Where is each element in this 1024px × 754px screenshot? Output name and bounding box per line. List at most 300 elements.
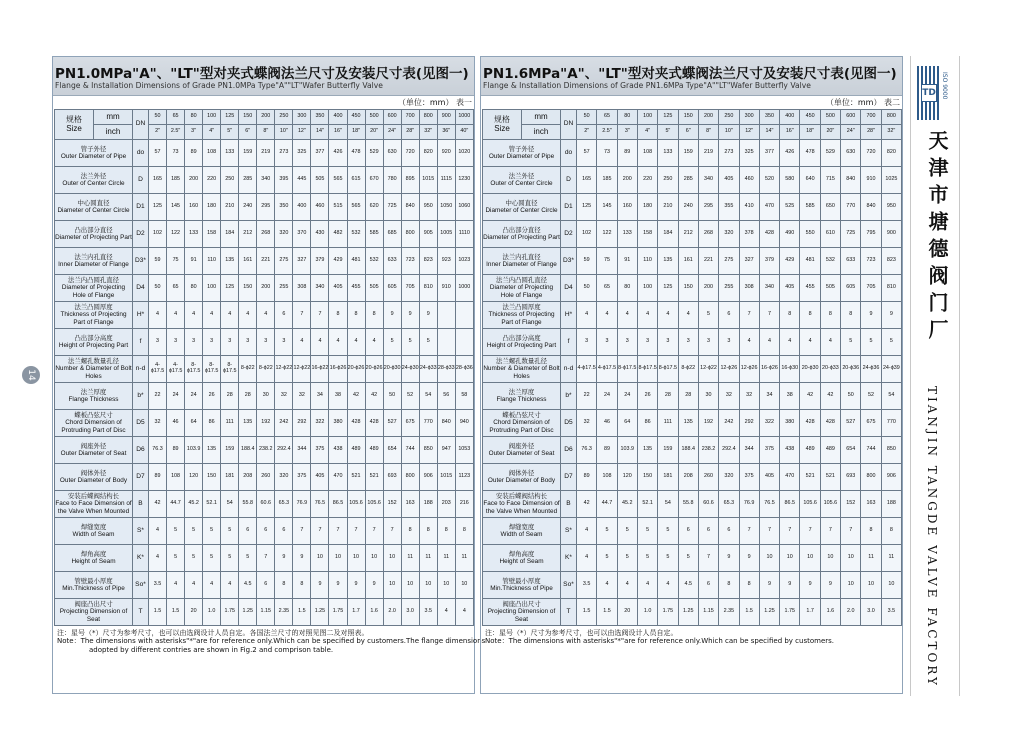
row-symbol-cell: D6 — [133, 437, 149, 464]
value-cell: 3.0 — [401, 599, 419, 626]
row-label-cell — [483, 437, 561, 464]
value-cell: 675 — [401, 410, 419, 437]
value-cell: 28 — [239, 383, 257, 410]
value-cell: 108 — [597, 464, 617, 491]
note-line: adopted by different contries are shown in Fig.2 and comprison table. — [89, 645, 334, 654]
value-cell: 460 — [739, 167, 759, 194]
inch-size-cell: 24" — [841, 125, 861, 140]
value-cell: 520 — [759, 167, 779, 194]
value-cell: 102 — [577, 221, 597, 248]
value-cell: 900 — [881, 221, 901, 248]
mm-size-cell: 200 — [698, 110, 718, 125]
value-cell: 8-ϕ17.5 — [221, 356, 239, 383]
value-cell: 16-ϕ26 — [329, 356, 347, 383]
value-cell: 7 — [820, 518, 840, 545]
value-cell: 6 — [719, 518, 739, 545]
value-cell: 4 — [185, 572, 203, 599]
value-cell: 135 — [678, 410, 698, 437]
value-cell: 75 — [167, 248, 185, 275]
value-cell: 430 — [311, 221, 329, 248]
value-cell: 46 — [167, 410, 185, 437]
value-cell: 292.4 — [275, 437, 293, 464]
value-cell: 940 — [455, 410, 473, 437]
value-cell: 3 — [167, 329, 185, 356]
value-cell: 4 — [597, 572, 617, 599]
value-cell: 478 — [347, 140, 365, 167]
value-cell: 585 — [800, 194, 820, 221]
value-cell: 428 — [347, 410, 365, 437]
value-cell: 370 — [293, 221, 311, 248]
value-cell: 158 — [637, 221, 657, 248]
value-cell: 24 — [617, 383, 637, 410]
value-cell: 150 — [239, 275, 257, 302]
size-header-cell — [483, 110, 522, 140]
value-cell: 823 — [419, 248, 437, 275]
value-cell: 212 — [678, 221, 698, 248]
value-cell: 159 — [221, 437, 239, 464]
value-cell: 34 — [759, 383, 779, 410]
value-cell: 125 — [577, 194, 597, 221]
value-cell: 428 — [820, 410, 840, 437]
row-label-cn: 阀体外径 — [508, 468, 535, 477]
value-cell: 1025 — [881, 167, 901, 194]
value-cell: 4 — [221, 302, 239, 329]
value-cell: 28 — [221, 383, 239, 410]
value-cell: 720 — [861, 140, 881, 167]
row-label-cn: 凸出部分直径 — [502, 225, 541, 234]
value-cell: 1.5 — [597, 599, 617, 626]
value-cell: 7 — [841, 518, 861, 545]
value-cell: 3 — [577, 329, 597, 356]
value-cell: 30 — [698, 383, 718, 410]
value-cell: 28-ϕ33 — [437, 356, 455, 383]
value-cell: 8 — [401, 518, 419, 545]
value-cell: 505 — [365, 275, 383, 302]
value-cell — [455, 329, 473, 356]
table-row — [483, 302, 902, 329]
table-two-title-en: Flange & Installation Dimensions of Grade PN1.6MPa Type"A""LT"Wafer Butterfly Valve — [483, 81, 811, 90]
company-name-en: TIANJIN TANGDE VALVE FACTORY — [925, 386, 939, 688]
value-cell: 160 — [617, 194, 637, 221]
row-label-cell — [55, 275, 133, 302]
value-cell: 34 — [311, 383, 329, 410]
mm-size-cell: 900 — [437, 110, 455, 125]
value-cell: 89 — [149, 464, 167, 491]
value-cell: 654 — [841, 437, 861, 464]
value-cell: 102 — [149, 221, 167, 248]
value-cell: 654 — [383, 437, 401, 464]
value-cell: 1115 — [437, 167, 455, 194]
value-cell: 212 — [239, 221, 257, 248]
value-cell: 4 — [820, 329, 840, 356]
value-cell: 3 — [239, 329, 257, 356]
mm-size-cell: 500 — [365, 110, 383, 125]
value-cell: 8 — [739, 572, 759, 599]
value-cell: 529 — [820, 140, 840, 167]
value-cell: 650 — [820, 194, 840, 221]
value-cell: 42 — [577, 491, 597, 518]
value-cell: 377 — [311, 140, 329, 167]
value-cell: 89 — [167, 437, 185, 464]
value-cell: 7 — [311, 302, 329, 329]
value-cell: 105.6 — [365, 491, 383, 518]
value-cell: 4 — [293, 329, 311, 356]
row-symbol-cell: B — [133, 491, 149, 518]
row-label-cell — [483, 221, 561, 248]
value-cell: 16-ϕ26 — [759, 356, 779, 383]
value-cell: 8 — [820, 302, 840, 329]
mm-size-cell: 400 — [780, 110, 800, 125]
value-cell: 840 — [841, 167, 861, 194]
value-cell: 470 — [759, 194, 779, 221]
row-label-cell — [483, 599, 561, 626]
iso-label: ISO 9000 — [941, 72, 948, 100]
value-cell: 10 — [383, 572, 401, 599]
value-cell: 55.8 — [678, 491, 698, 518]
value-cell: 20 — [185, 599, 203, 626]
value-cell: 11 — [401, 545, 419, 572]
table-row — [483, 329, 902, 356]
value-cell: 4 — [311, 329, 329, 356]
value-cell: 52 — [401, 383, 419, 410]
value-cell: 5 — [167, 545, 185, 572]
value-cell: 10 — [347, 545, 365, 572]
value-cell: 221 — [698, 248, 718, 275]
mm-unit-cell: mm — [522, 110, 561, 125]
value-cell: 527 — [383, 410, 401, 437]
value-cell: 620 — [365, 194, 383, 221]
mm-size-cell: 450 — [347, 110, 365, 125]
row-label-cn: 法兰凸圆厚度 — [502, 303, 541, 312]
header-row-mm — [55, 110, 474, 125]
inch-size-cell: 24" — [383, 125, 401, 140]
value-cell: 20-ϕ36 — [841, 356, 861, 383]
value-cell: 1.7 — [347, 599, 365, 626]
value-cell: 5 — [637, 518, 657, 545]
value-cell: 850 — [419, 437, 437, 464]
mm-size-cell: 350 — [759, 110, 779, 125]
value-cell: 4 — [800, 329, 820, 356]
value-cell: 10 — [780, 545, 800, 572]
inch-size-cell: 32" — [419, 125, 437, 140]
value-cell: 1230 — [455, 167, 473, 194]
value-cell: 340 — [698, 167, 718, 194]
value-cell: 7 — [759, 518, 779, 545]
value-cell: 133 — [221, 140, 239, 167]
value-cell: 1.0 — [637, 599, 657, 626]
value-cell: 54 — [221, 491, 239, 518]
value-cell: 4 — [329, 329, 347, 356]
value-cell: 5 — [597, 518, 617, 545]
value-cell: 8-ϕ22 — [239, 356, 257, 383]
inch-unit-cell: inch — [522, 125, 561, 140]
value-cell: 108 — [167, 464, 185, 491]
value-cell: 820 — [419, 140, 437, 167]
value-cell: 429 — [780, 248, 800, 275]
value-cell: 7 — [739, 518, 759, 545]
value-cell: 11 — [437, 545, 455, 572]
inch-size-cell: 32" — [881, 125, 901, 140]
value-cell: 180 — [203, 194, 221, 221]
table-one-title-en: Flange & Installation Dimensions of Grade PN1.0MPa Type"A""LT"Wafer Butterfly Valve — [55, 81, 383, 90]
value-cell: 240 — [239, 194, 257, 221]
value-cell: 489 — [800, 437, 820, 464]
table-two — [482, 109, 902, 626]
row-label-en: Flange Thickness — [68, 396, 119, 403]
inch-size-cell: 28" — [401, 125, 419, 140]
value-cell: 4 — [577, 518, 597, 545]
value-cell: 3 — [221, 329, 239, 356]
value-cell: 219 — [257, 140, 275, 167]
value-cell: 605 — [841, 275, 861, 302]
brand-strip — [910, 56, 960, 696]
value-cell: 240 — [678, 194, 698, 221]
value-cell: 565 — [347, 194, 365, 221]
mm-size-cell: 600 — [383, 110, 401, 125]
value-cell: 255 — [719, 275, 739, 302]
value-cell: 86 — [203, 410, 221, 437]
value-cell: 133 — [658, 140, 678, 167]
value-cell: 8-ϕ22 — [257, 356, 275, 383]
value-cell: 405 — [719, 167, 739, 194]
row-label-en: Diameter of Center Circle — [485, 207, 558, 214]
mm-size-cell: 100 — [637, 110, 657, 125]
value-cell: 377 — [759, 140, 779, 167]
value-cell: 26 — [203, 383, 221, 410]
value-cell: 273 — [719, 140, 739, 167]
value-cell: 12-ϕ22 — [293, 356, 311, 383]
value-cell: 184 — [221, 221, 239, 248]
value-cell: 1.5 — [167, 599, 185, 626]
value-cell: 438 — [780, 437, 800, 464]
inch-size-cell: 3" — [185, 125, 203, 140]
value-cell: 219 — [698, 140, 718, 167]
value-cell: 135 — [221, 248, 239, 275]
value-cell: 470 — [780, 464, 800, 491]
value-cell: 73 — [597, 140, 617, 167]
value-cell: 4 — [759, 329, 779, 356]
row-label-cell — [55, 221, 133, 248]
value-cell: 1.5 — [577, 599, 597, 626]
value-cell: 9 — [861, 302, 881, 329]
mm-size-cell: 700 — [401, 110, 419, 125]
value-cell: 715 — [820, 167, 840, 194]
value-cell: 52.1 — [203, 491, 221, 518]
value-cell: 910 — [437, 275, 455, 302]
row-label-cn: 阀座凸出尺寸 — [74, 600, 113, 609]
value-cell: 320 — [275, 221, 293, 248]
value-cell: 125 — [221, 275, 239, 302]
row-label-en: Flange Thickness — [496, 396, 547, 403]
value-cell: 110 — [637, 248, 657, 275]
value-cell: 670 — [365, 167, 383, 194]
row-symbol-cell: f — [561, 329, 577, 356]
row-symbol-cell: K* — [561, 545, 577, 572]
row-label-cell — [483, 329, 561, 356]
value-cell: 770 — [881, 410, 901, 437]
row-label-en: Number & Diameter of Bolt Holes — [483, 365, 560, 380]
table-two-unit-label: （单位：mm） 表二 — [825, 98, 900, 107]
value-cell: 50 — [149, 275, 167, 302]
value-cell: 200 — [257, 275, 275, 302]
value-cell: 725 — [841, 221, 861, 248]
value-cell: 325 — [293, 140, 311, 167]
row-symbol-cell: D1 — [561, 194, 577, 221]
value-cell: 45.2 — [185, 491, 203, 518]
row-symbol-cell: D4 — [133, 275, 149, 302]
value-cell: 242 — [275, 410, 293, 437]
row-symbol-cell: So* — [561, 572, 577, 599]
row-label-cn: 阀座凸出尺寸 — [502, 600, 541, 609]
value-cell: 7 — [759, 302, 779, 329]
row-label-cn: 凸出部分直径 — [74, 225, 113, 234]
value-cell: 723 — [401, 248, 419, 275]
value-cell: 840 — [437, 410, 455, 437]
value-cell: 122 — [597, 221, 617, 248]
value-cell: 220 — [203, 167, 221, 194]
value-cell: 1060 — [455, 194, 473, 221]
value-cell: 8-ϕ17.5 — [617, 356, 637, 383]
mm-size-cell: 300 — [293, 110, 311, 125]
value-cell: 445 — [293, 167, 311, 194]
row-label-cn: 法兰外径 — [508, 171, 535, 180]
value-cell: 65 — [167, 275, 185, 302]
value-cell: 42 — [800, 383, 820, 410]
value-cell: 255 — [275, 275, 293, 302]
value-cell: 4-ϕ17.5 — [167, 356, 185, 383]
value-cell: 5 — [203, 518, 221, 545]
value-cell: 42 — [149, 491, 167, 518]
value-cell: 320 — [719, 221, 739, 248]
value-cell: 120 — [617, 464, 637, 491]
value-cell: 6 — [698, 572, 718, 599]
value-cell: 150 — [203, 464, 221, 491]
value-cell: 6 — [257, 518, 275, 545]
value-cell: 610 — [820, 221, 840, 248]
inch-size-cell: 36" — [437, 125, 455, 140]
value-cell: 8 — [881, 518, 901, 545]
value-cell: 10 — [800, 545, 820, 572]
value-cell: 7 — [698, 545, 718, 572]
value-cell: 11 — [881, 545, 901, 572]
table-row — [483, 248, 902, 275]
value-cell: 6 — [275, 302, 293, 329]
value-cell: 630 — [383, 140, 401, 167]
value-cell: 28 — [678, 383, 698, 410]
row-label-en: Outer of Center Circle — [490, 180, 553, 187]
value-cell: 59 — [149, 248, 167, 275]
value-cell: 20-ϕ30 — [800, 356, 820, 383]
value-cell: 1.25 — [678, 599, 698, 626]
inch-size-cell: 16" — [780, 125, 800, 140]
inch-size-cell: 8" — [257, 125, 275, 140]
table-row — [55, 248, 474, 275]
inch-size-cell: 18" — [800, 125, 820, 140]
value-cell: 32 — [719, 383, 739, 410]
value-cell: 12-ϕ26 — [739, 356, 759, 383]
value-cell: 375 — [311, 437, 329, 464]
row-label-cell — [55, 437, 133, 464]
value-cell: 8 — [780, 302, 800, 329]
mm-size-cell: 200 — [257, 110, 275, 125]
row-label-cn: 阀座外径 — [80, 441, 107, 450]
value-cell: 478 — [800, 140, 820, 167]
size-label-cn: 规格 — [494, 115, 510, 125]
row-label-cell — [55, 518, 133, 545]
row-label-cn: 法兰凸圆厚度 — [74, 303, 113, 312]
value-cell: 455 — [800, 275, 820, 302]
value-cell: 693 — [841, 464, 861, 491]
row-label-en: Projecting Dimension of Seat — [59, 608, 128, 623]
table-row — [55, 599, 474, 626]
value-cell: 580 — [780, 167, 800, 194]
size-label-en: Size — [66, 123, 82, 133]
row-label-cell — [55, 410, 133, 437]
value-cell: 24-ϕ30 — [401, 356, 419, 383]
value-cell: 633 — [383, 248, 401, 275]
value-cell: 152 — [841, 491, 861, 518]
value-cell: 268 — [698, 221, 718, 248]
value-cell: 20-ϕ33 — [820, 356, 840, 383]
value-cell: 200 — [185, 167, 203, 194]
value-cell: 57 — [577, 140, 597, 167]
value-cell: 76.5 — [759, 491, 779, 518]
inch-size-cell: 10" — [275, 125, 293, 140]
value-cell: 428 — [800, 410, 820, 437]
row-symbol-cell: D1 — [133, 194, 149, 221]
value-cell: 10 — [841, 572, 861, 599]
note-line: Note：The dimensions with asterisks"*"are for reference only.Which can be specified by customers.The flange dimensions — [57, 637, 486, 646]
value-cell: 145 — [167, 194, 185, 221]
row-symbol-cell: D5 — [133, 410, 149, 437]
value-cell: 24-ϕ33 — [419, 356, 437, 383]
value-cell: 4 — [149, 518, 167, 545]
value-cell: 490 — [780, 221, 800, 248]
table-row — [55, 356, 474, 383]
row-label-en: Outer Diameter of Seat — [60, 450, 127, 457]
value-cell: 1053 — [455, 437, 473, 464]
value-cell: 52 — [861, 383, 881, 410]
value-cell: 840 — [401, 194, 419, 221]
value-cell: 42 — [820, 383, 840, 410]
table-row — [55, 140, 474, 167]
value-cell: 5 — [239, 545, 257, 572]
value-cell: 8 — [719, 572, 739, 599]
value-cell: 160 — [185, 194, 203, 221]
value-cell: 8 — [329, 302, 347, 329]
table-one-note — [53, 626, 486, 654]
row-label-en: Width of Seam — [72, 531, 115, 538]
value-cell: 4-ϕ17.5 — [577, 356, 597, 383]
value-cell: 395 — [275, 167, 293, 194]
value-cell: 10 — [365, 545, 383, 572]
value-cell: 5 — [221, 545, 239, 572]
row-symbol-cell: do — [133, 140, 149, 167]
value-cell: 1.25 — [759, 599, 779, 626]
value-cell: 73 — [167, 140, 185, 167]
mm-size-cell: 65 — [167, 110, 185, 125]
value-cell: 1.75 — [221, 599, 239, 626]
value-cell: 2.0 — [383, 599, 401, 626]
inch-size-cell: 4" — [637, 125, 657, 140]
value-cell: 1.6 — [820, 599, 840, 626]
note-line: 注：星号（*）尺寸为参考尺寸，也可以由选阀设计人员自定。各国法兰尺寸的对照见图二及对照表。 — [57, 629, 369, 637]
value-cell: 3.5 — [419, 599, 437, 626]
value-cell: 4 — [203, 302, 221, 329]
value-cell: 9 — [419, 302, 437, 329]
value-cell: 89 — [597, 437, 617, 464]
value-cell: 770 — [841, 194, 861, 221]
